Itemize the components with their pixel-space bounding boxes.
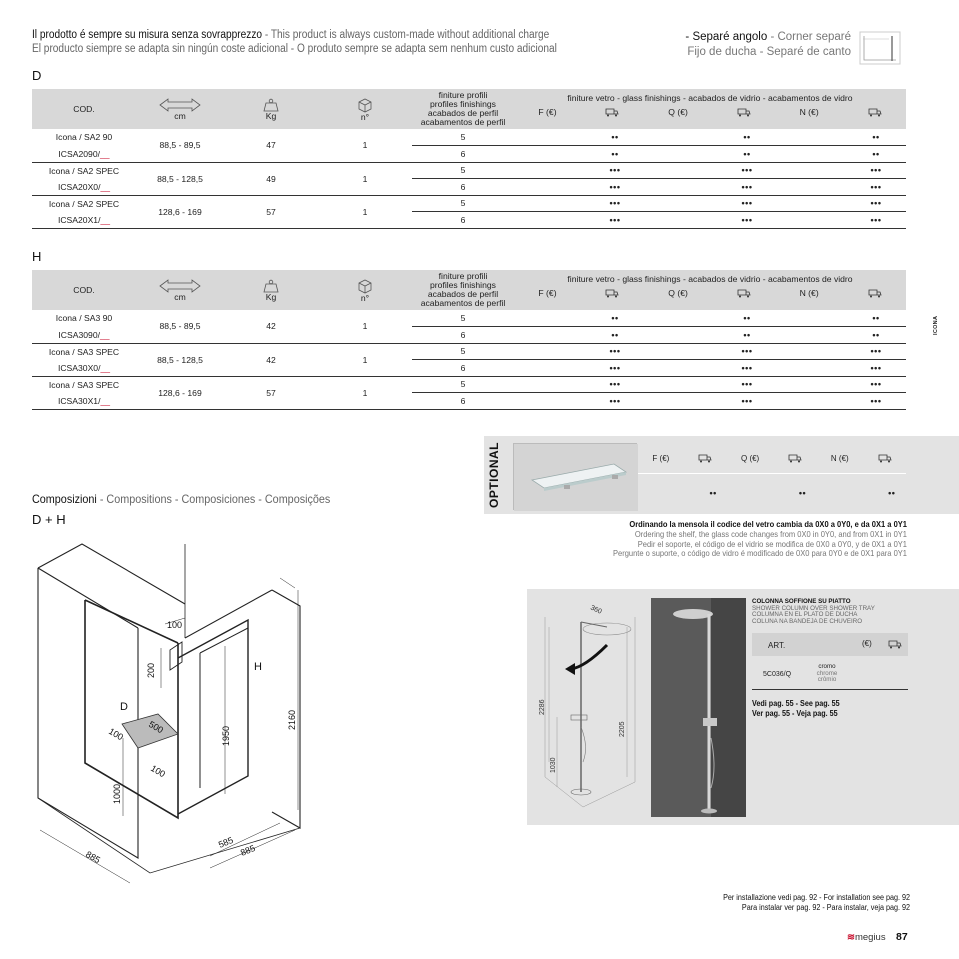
q-price-cell: ••• [714,212,780,229]
col-cod: COD. [73,284,95,295]
side-label: ICONA [933,315,939,335]
art-row [752,664,908,690]
compositions-rest: - Compositions - Composiciones - Composições [96,492,331,506]
n-price-cell: ••• [846,195,906,212]
compositions-it: Composizioni [32,492,97,506]
weight-icon [263,279,279,293]
weight-cell: 42 [224,343,318,376]
note-es: Pedir el soporte, el código de el vidrio se modifica de 0X0 a 0Y0, y de 0X1 a 0Y1 [637,539,907,549]
table-h-body [32,310,906,409]
q-price-cell: •• [714,146,780,163]
optional-n-value: •• [888,487,896,498]
table-row [32,310,906,327]
profiles-pt: acabamentos de perfil [420,298,506,308]
optional-f-value: •• [709,487,717,498]
brand-mark-icon: ≋ [847,932,855,943]
n-price-cell: ••• [846,179,906,196]
product-code: ICSA3090/ [58,329,100,340]
art-label: ART. [768,641,786,650]
q-price-cell: •• [714,129,780,146]
profile-finish-cell: 5 [412,343,514,360]
profiles-es: acabados de perfil [427,289,499,299]
glass-shelf-icon [514,444,638,511]
code-suffix: __ [100,148,110,159]
finish-pt: crômio [817,676,837,684]
q-price-label: Q (€) [668,287,688,298]
f-price-cell: •• [582,310,648,327]
optional-q-label: Q (€) [741,453,760,463]
optional-f-label: F (€) [652,453,670,463]
f-price-cell: •• [582,146,648,163]
dim-1950: 1950 [221,725,231,746]
product-code-cell [32,179,136,196]
column-see-page [752,699,840,719]
code-suffix: __ [100,181,111,192]
optional-title: OPTIONAL [487,442,501,508]
product-code: ICSA30X0/ [57,362,101,373]
profiles-it: finiture profili [438,90,488,100]
optional-note [588,520,907,559]
truck-icon [868,289,882,298]
dim-885-right: 885 [239,842,257,858]
dim-100-shelf: 100 [107,726,126,743]
package-icon [357,97,373,113]
n-price-cell: ••• [846,360,906,377]
corner-separe-icon [859,31,901,65]
compositions-label: D + H [32,512,66,527]
brand-logo [847,932,886,943]
pieces-cell: 1 [318,310,412,343]
product-code: ICSA20X1/ [57,214,101,225]
pieces-cell: 1 [318,162,412,195]
width-arrows-icon [159,279,201,293]
n-price-cell: ••• [846,162,906,179]
profiles-es: acabados de perfil [427,108,499,118]
width-cell: 88,5 - 128,5 [136,162,224,195]
truck-icon [878,454,892,463]
profile-finish-cell: 6 [412,360,514,377]
weight-cell: 47 [224,129,318,162]
brand-name: megius [854,932,886,943]
column-title-es: COLUMNA EN EL PLATO DE DUCHA [752,611,858,619]
col-glass [514,89,906,129]
shower-photo-icon [651,598,746,817]
f-price-cell: ••• [582,376,648,393]
profile-finish-cell: 5 [412,310,514,327]
product-table-h [32,270,906,410]
product-name-cell [32,195,136,212]
header-right-es: Fijo de ducha [687,45,757,58]
weight-cell: 57 [224,376,318,409]
note-pt: Pergunte o suporte, o código de vidro é modificado de 0X0 para 0Y0 e de 0X1 para 0Y1 [613,549,907,559]
n-price-cell: ••• [846,393,906,410]
product-table-d [32,89,906,229]
f-price-cell: •• [582,327,648,344]
pieces-cell: 1 [318,195,412,228]
dim-1000: 1000 [112,783,122,804]
profile-finish-cell: 5 [412,162,514,179]
code-suffix: __ [100,214,111,225]
width-arrows-icon [159,98,201,112]
dim-885-left: 885 [84,849,103,866]
q-price-cell: ••• [714,360,780,377]
col-kg [224,270,318,310]
q-price-cell: •• [714,327,780,344]
header-italian: Il prodotto é sempre su misura senza sovrapprezzo [32,29,263,41]
col-kg [224,89,318,129]
col-kg-label: Kg [265,110,277,121]
product-code-cell [32,146,136,163]
optional-n-label: N (€) [830,453,849,463]
col-cm [136,89,224,129]
n-price-cell: •• [846,146,906,163]
dim-2286: 2286 [539,699,546,715]
code-suffix: __ [100,362,111,373]
package-icon [357,278,373,294]
dim-1030: 1030 [550,757,557,773]
weight-cell: 57 [224,195,318,228]
profiles-en: profiles finishings [430,280,496,290]
f-price-cell: ••• [582,179,648,196]
col-cod: COD. [73,103,95,114]
col-cm [136,270,224,310]
art-code: 5C036/Q [763,671,792,678]
shower-column-photo [651,598,746,817]
q-price-cell: ••• [714,162,780,179]
f-price-cell: •• [582,129,648,146]
header-right-en: - Corner separé [767,31,851,43]
profiles-en: profiles finishings [430,99,496,109]
width-cell: 88,5 - 89,5 [136,129,224,162]
section-h-label: H [32,249,42,264]
col-glass [514,270,906,310]
f-price-cell: ••• [582,195,648,212]
product-name-cell [32,310,136,327]
note-f: 0X1 [871,520,886,529]
profile-finish-cell: 5 [412,129,514,146]
q-price-cell: ••• [714,376,780,393]
product-name-cell [32,376,136,393]
profile-finish-cell: 6 [412,327,514,344]
dim-2205: 2205 [619,721,626,737]
weight-cell: 49 [224,162,318,195]
dim-100-lower: 100 [149,763,168,780]
col-profiles [412,89,514,129]
profile-finish-cell: 6 [412,146,514,163]
n-price-cell: •• [846,129,906,146]
header-es-pt: El producto siempre se adapta sin ningún coste adicional - O produto sempre se adapta sem nenhum custo adicional [32,42,557,55]
width-cell: 88,5 - 89,5 [136,310,224,343]
product-code-cell [32,212,136,229]
pieces-cell: 1 [318,129,412,162]
note-e: , e da [850,520,872,529]
product-name: Icona / SA2 SPEC [48,198,120,209]
table-row [32,195,906,212]
table-d-header [32,89,906,129]
install-line2: Para instalar ver pag. 92 - Para instalar, veja pag. 92 [741,903,910,912]
q-price-label: Q (€) [668,106,688,117]
column-title-en: SHOWER COLUMN OVER SHOWER TRAY [752,604,875,612]
pieces-cell: 1 [318,376,412,409]
product-name: Icona / SA2 SPEC [48,165,120,176]
pieces-cell: 1 [318,343,412,376]
width-cell: 88,5 - 128,5 [136,343,224,376]
label-h: H [254,661,262,673]
col-profiles [412,270,514,310]
product-name: Icona / SA3 SPEC [48,346,120,357]
product-name-cell [32,162,136,179]
dim-360: 360 [589,604,603,616]
f-price-label: F (€) [538,106,557,117]
dim-2160: 2160 [287,709,297,730]
note-b: 0X0 [815,520,829,529]
f-price-cell: ••• [582,212,648,229]
profile-finish-cell: 6 [412,179,514,196]
f-price-cell: ••• [582,162,648,179]
product-name: Icona / SA3 SPEC [48,379,120,390]
install-line1: Per installazione vedi pag. 92 - For installation see pag. 92 [723,893,910,902]
installation-note [667,893,910,913]
page-number: 87 [896,931,908,943]
product-name: Icona / SA3 90 [55,313,113,324]
n-price-cell: ••• [846,343,906,360]
col-kg-label: Kg [265,291,277,302]
finish-en: chrome [816,669,838,677]
compositions-title [32,492,330,506]
q-price-cell: ••• [714,393,780,410]
f-price-cell: ••• [582,393,648,410]
n-price-label: N (€) [799,287,819,298]
note-h: 0Y1 [893,520,907,529]
glass-finishings-label: finiture vetro - glass finishings - acabados de vidrio - acabamentos de vidro [567,93,853,103]
dim-200: 200 [146,662,156,678]
f-price-label: F (€) [538,287,557,298]
product-code: ICSA20X0/ [57,181,101,192]
product-name-cell [32,343,136,360]
weight-icon [263,98,279,112]
dim-585: 585 [217,834,235,850]
shower-column-info [752,599,917,625]
truck-icon [737,289,751,298]
table-row [32,129,906,146]
col-cm-label: cm [174,110,186,121]
optional-q-value: •• [798,487,807,498]
n-price-label: N (€) [799,106,819,117]
n-price-cell: •• [846,310,906,327]
column-title-pt: COLUNA NA BANDEJA DE CHUVEIRO [752,617,863,625]
f-price-cell: ••• [582,360,648,377]
weight-cell: 42 [224,310,318,343]
optional-prices [638,443,906,511]
header-right-pt: - Separé de canto [756,45,851,58]
dim-100-top: 100 [167,620,183,630]
art-header [752,633,908,656]
truck-icon [868,108,882,117]
table-row [32,376,906,393]
vedi-line2: Ver pag. 55 - Veja pag. 55 [752,709,838,718]
f-price-cell: ••• [582,343,648,360]
shelf-image [513,443,637,510]
profiles-it: finiture profili [438,271,488,281]
art-price-label: (€) [862,639,872,648]
note-c: a [828,520,838,529]
n-price-cell: •• [846,327,906,344]
code-suffix: __ [100,395,111,406]
product-code-cell [32,360,136,377]
code-suffix: __ [100,329,110,340]
shower-column-diagram [535,597,643,817]
col-cm-label: cm [174,291,186,302]
col-n-label: n° [360,111,370,122]
finish-it: cromo [818,663,836,670]
glass-finishings-label: finiture vetro - glass finishings - acabados de vidrio - acabamentos de vidro [567,274,853,284]
truck-icon [698,454,712,463]
width-cell: 128,6 - 169 [136,376,224,409]
product-code: ICSA2090/ [58,148,100,159]
profile-finish-cell: 5 [412,376,514,393]
table-h-header [32,270,906,310]
header-right [655,30,851,59]
n-price-cell: ••• [846,212,906,229]
column-title-it: COLONNA SOFFIONE SU PIATTO [752,598,851,605]
profile-finish-cell: 5 [412,195,514,212]
isometric-drawing [30,538,350,888]
q-price-cell: ••• [714,343,780,360]
vedi-line1: Vedi pag. 55 - See pag. 55 [752,699,840,708]
col-n [318,89,412,129]
label-d: D [120,701,128,713]
table-row [32,162,906,179]
profile-finish-cell: 6 [412,212,514,229]
header-right-it: - Separé angolo [685,31,768,43]
product-code: ICSA30X1/ [57,395,101,406]
section-d-label: D [32,68,42,83]
q-price-cell: ••• [714,195,780,212]
note-d: 0Y0 [837,520,851,529]
product-name: Icona / SA2 90 [55,132,113,143]
truck-icon [888,640,902,649]
note-a: Ordinando la mensola il codice del vetro cambia da [629,520,816,529]
note-en: Ordering the shelf, the glass code changes from 0X0 in 0Y0, and from 0X1 in 0Y1 [634,529,907,539]
q-price-cell: •• [714,310,780,327]
truck-icon [737,108,751,117]
header-english: - This product is always custom-made without additional charge [262,29,550,41]
header-left [32,29,557,56]
truck-icon [605,108,619,117]
product-name-cell [32,129,136,146]
n-price-cell: ••• [846,376,906,393]
col-n [318,270,412,310]
table-row [32,343,906,360]
product-code-cell [32,327,136,344]
product-code-cell [32,393,136,410]
profiles-pt: acabamentos de perfil [420,117,506,127]
table-d-body [32,129,906,228]
dim-500: 500 [147,719,166,736]
width-cell: 128,6 - 169 [136,195,224,228]
q-price-cell: ••• [714,179,780,196]
truck-icon [605,289,619,298]
col-n-label: n° [360,292,370,303]
profile-finish-cell: 6 [412,393,514,410]
note-g: a [885,520,894,529]
truck-icon [788,454,802,463]
